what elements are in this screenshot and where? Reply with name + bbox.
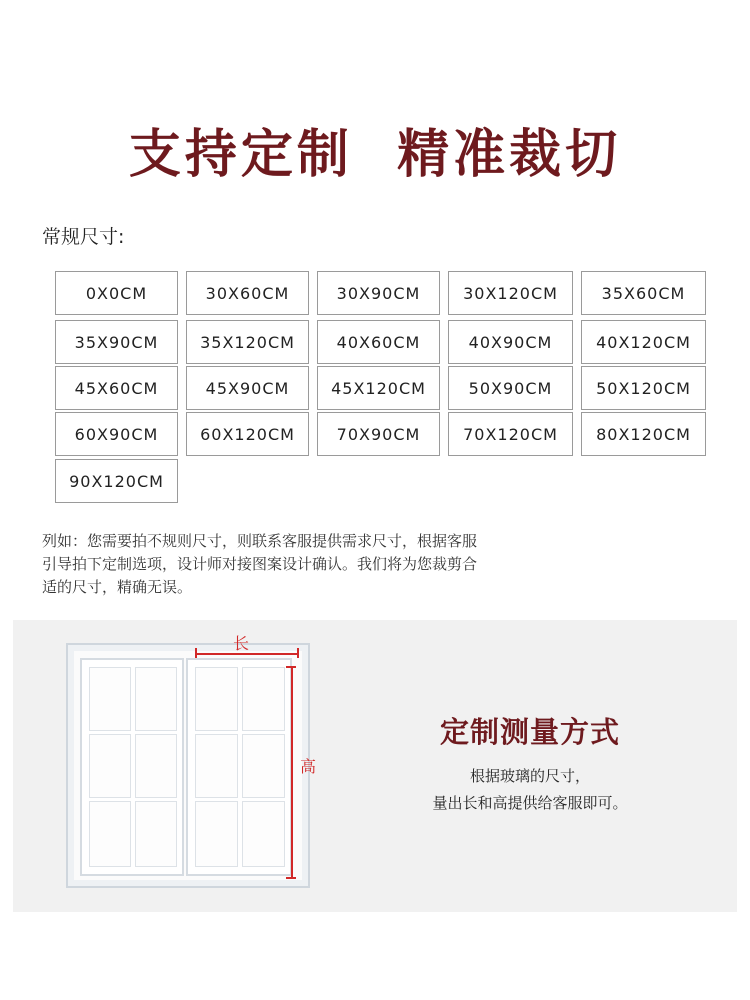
note-line: 适的尺寸，精确无误。 [42, 578, 193, 596]
width-dimension-tick [195, 648, 197, 658]
size-option: 30X120CM [448, 271, 573, 315]
size-option: 40X60CM [317, 320, 440, 364]
glass-pane [89, 734, 131, 798]
glass-pane [89, 667, 131, 731]
size-option: 40X90CM [448, 320, 573, 364]
size-option: 90X120CM [55, 459, 178, 503]
glass-pane [195, 734, 238, 798]
right-window-sash [186, 658, 292, 876]
note-line: 列如：您需要拍不规则尺寸，则联系客服提供需求尺寸，根据客服 [42, 532, 478, 550]
size-option: 60X120CM [186, 412, 309, 456]
height-dimension-tick [286, 666, 296, 668]
size-option: 30X60CM [186, 271, 309, 315]
custom-size-note [42, 530, 622, 599]
size-option: 50X90CM [448, 366, 573, 410]
glass-pane [89, 801, 131, 867]
height-dimension-line [291, 666, 293, 878]
page-headline: 支持定制 精准裁切 [128, 125, 622, 185]
size-option: 35X120CM [186, 320, 309, 364]
size-option: 0X0CM [55, 271, 178, 315]
left-window-sash [80, 658, 184, 876]
size-option: 35X90CM [55, 320, 178, 364]
glass-pane [195, 801, 238, 867]
size-option: 45X60CM [55, 366, 178, 410]
glass-pane [195, 667, 238, 731]
measurement-description [395, 763, 665, 817]
glass-pane [242, 734, 285, 798]
size-option: 35X60CM [581, 271, 706, 315]
size-option: 45X120CM [317, 366, 440, 410]
glass-pane [135, 734, 177, 798]
glass-pane [242, 801, 285, 867]
glass-pane [242, 667, 285, 731]
note-line: 引导拍下定制选项，设计师对接图案设计确认。我们将为您裁剪合 [42, 555, 478, 573]
glass-pane [135, 801, 177, 867]
size-option: 70X90CM [317, 412, 440, 456]
size-option: 45X90CM [186, 366, 309, 410]
size-option: 40X120CM [581, 320, 706, 364]
standard-sizes-label: 常规尺寸: [42, 226, 125, 248]
size-option: 50X120CM [581, 366, 706, 410]
measurement-description-line: 量出长和高提供给客服即可。 [432, 794, 628, 812]
height-dimension-tick [286, 877, 296, 879]
size-option: 30X90CM [317, 271, 440, 315]
width-dimension-label: 长 [233, 634, 250, 653]
height-dimension-label: 高 [300, 757, 317, 776]
width-dimension-tick [297, 648, 299, 658]
size-option: 80X120CM [581, 412, 706, 456]
size-option: 70X120CM [448, 412, 573, 456]
glass-pane [135, 667, 177, 731]
size-option: 60X90CM [55, 412, 178, 456]
measurement-title: 定制测量方式 [439, 715, 620, 749]
measurement-description-line: 根据玻璃的尺寸， [469, 767, 590, 785]
